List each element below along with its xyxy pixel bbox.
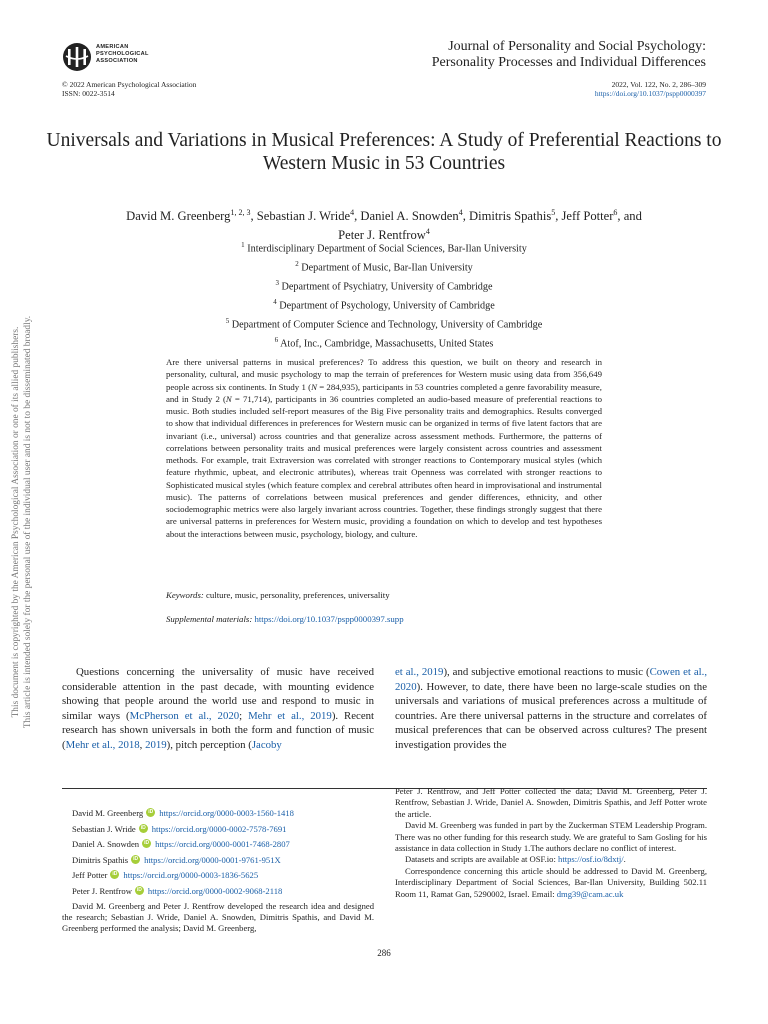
author-name: Jeff Potter xyxy=(561,209,614,224)
citation-link[interactable]: McPherson et al., 2020 xyxy=(129,709,240,722)
keywords-text: culture, music, personality, preferences, universality xyxy=(203,590,390,600)
orcid-entry: Jeff PotteriD https://orcid.org/0000-0003-1836-5625 xyxy=(62,868,374,884)
footnotes-left xyxy=(62,806,374,935)
volume-info xyxy=(595,80,706,98)
citation-link[interactable]: 2019 xyxy=(145,738,167,751)
orcid-icon xyxy=(142,839,151,848)
author-name: Sebastian J. Wride xyxy=(256,209,351,224)
supplemental-link[interactable]: https://doi.org/10.1037/pspp0000397.supp xyxy=(254,614,404,624)
affiliation-list xyxy=(40,238,728,352)
orcid-icon xyxy=(146,808,155,817)
supplemental-materials xyxy=(166,613,602,625)
data-availability: Datasets and scripts are available at OSF.io: https://osf.io/8dxtj/. xyxy=(405,854,626,865)
copyright-info xyxy=(62,80,196,98)
apa-logo-icon xyxy=(62,42,92,72)
footnotes-right xyxy=(395,786,707,900)
apa-logo-text: AMERICAN PSYCHOLOGICAL ASSOCIATION xyxy=(96,44,149,64)
author-name: David M. Greenberg xyxy=(126,209,231,224)
affiliation: $^5$ Department of Computer Science and Technology, University of Cambridge xyxy=(225,316,543,331)
orcid-entry: Daniel A. SnowdeniD https://orcid.org/0000-0001-7468-2807 xyxy=(62,837,374,853)
affiliation: $^1$ Interdisciplinary Department of Social Sciences, Bar-Ilan University xyxy=(241,241,527,255)
issn-line: ISSN: 0022-3514 xyxy=(62,89,115,98)
orcid-link[interactable]: https://orcid.org/0000-0003-1836-5625 xyxy=(123,870,259,881)
orcid-icon xyxy=(131,855,140,864)
citation-link[interactable]: et al., 2019 xyxy=(395,666,444,678)
citation-link[interactable]: Cowen et al., 2020 xyxy=(395,666,708,693)
body-column-left: Questions concerning the universality of music have received considerable attention in the past decade, with mounting evidence showing that people around the world use and respond to music in similar ways (McPherson et al., 2020; Mehr et al., 2019). Recent research has shown universals in both the form and function of music (Mehr et al., 2018, 2019), pitch perception (Jacoby xyxy=(62,666,375,751)
orcid-link[interactable]: https://orcid.org/0000-0002-9068-2118 xyxy=(147,885,283,896)
abstract: Are there universal patterns in musical preferences? To address this question, we built on theory and research in personality, cultural, and music psychology to map the terrain of preferences for Western music using data from 356,649 people across six continents. In Study 1 (N = 284,935), participants in 53 countries completed a genre favorability measure, and in Study 2 (N = 71,714), participants in 36 countries completed an audio-based measure of preferential reactions to music. Both studies included self-report measures of the Big Five personality traits and demographics. Results converged to show that individual differences in preferences for Western music can be organized in terms of five latent factors that are invariant (i.e., universal) across countries and that generalize across assessment methods. Furthermore, the patterns of correlations between personality traits and musical preferences were largely consistent across countries and assessment methods. For example, trait Extraversion was correlated with stronger reactions to Contemporary musical styles (which feature rhythmic, upbeat, and electronic attributes), whereas trait Openness was correlated with stronger reactions to Sophisticated musical styles (which feature complex and cerebral attributes often heard in improvisational and instrumental music). The patterns of correlations between musical preferences and gender differences, ethnicity, and other sociodemographic metrics were also largely invariant across countries. Together, these findings strongly suggest that there are universal patterns in preferences for Western music, providing a foundation on which to develop and test hypotheses about the interactions between music, psychology, biology, and culture. xyxy=(166,357,603,539)
email-link[interactable]: dmg39@cam.ac.uk xyxy=(556,888,624,899)
volume-line: 2022, Vol. 122, No. 2, 286–309 xyxy=(611,80,706,89)
article-title: Universals and Variations in Musical Preferences: A Study of Preferential Reactions to Western Music in 53 Countries xyxy=(46,130,722,174)
orcid-icon xyxy=(110,870,119,879)
contributions-continued: Peter J. Rentfrow, and Jeff Potter collected the data; David M. Greenberg, Peter J. Rentfrow, Sebastian J. Wride, Daniel A. Snowden, Dimitris Spathis, and Jeff Potter wrote the article. xyxy=(395,786,707,819)
orcid-entry: Sebastian J. WrideiD https://orcid.org/0000-0002-7578-7691 xyxy=(62,822,374,838)
supplemental-label: Supplemental materials: xyxy=(166,614,253,624)
affiliation: $^6$ Atof, Inc., Cambridge, Massachusetts, United States xyxy=(274,335,494,350)
page-number: 286 xyxy=(377,948,391,958)
author-name: Daniel A. Snowden xyxy=(360,209,459,224)
funding-note: David M. Greenberg was funded in part by the Zuckerman STEM Leadership Program. There was no other funding for this research study. We are grateful to Sam Gosling for his assistance in data collection in Study 1.The authors declare no conflict of interest. xyxy=(395,820,707,854)
citation-link[interactable]: Mehr et al., 2018 xyxy=(65,738,140,751)
osf-link[interactable]: https://osf.io/8dxtj/ xyxy=(558,854,624,865)
orcid-icon xyxy=(135,886,144,895)
orcid-entry: Dimitris SpathisiD https://orcid.org/0000-0001-9761-951X xyxy=(62,853,374,869)
doi-link[interactable]: https://doi.org/10.1037/pspp0000397 xyxy=(594,89,706,98)
copyright-line: © 2022 American Psychological Association xyxy=(62,80,197,89)
author-name: Dimitris Spathis xyxy=(469,209,552,224)
correspondence-note: Correspondence concerning this article should be addressed to David M. Greenberg, Interdisciplinary Department of Social Sciences, Bar-Ilan University, Building 502.11 Room 11, Ramat Gan, 5290002, Israel. Email: dmg39@cam.ac.uk xyxy=(395,865,707,899)
keywords xyxy=(166,589,602,601)
author-contributions: David M. Greenberg and Peter J. Rentfrow developed the research idea and designed the research; Sebastian J. Wride, Daniel A. Snowden, Dimitris Spathis, and David M. Greenberg performed the analysis; David M. Greenberg, xyxy=(62,900,374,934)
body-column-right: et al., 2019), and subjective emotional reactions to music (Cowen et al., 2020). However, to date, there have been no large-scale studies on the universals and variations of musical preferences across a multitude of countries. Are there universal patterns in the structure and correlates of musical preferences that can be observed across cultures? The present investigation provides the xyxy=(395,666,708,751)
side-copyright-note: This document is copyrighted by the American Psychological Association or one of its allied publishers. This article is intended solely for the personal use of the individual user and is not to be disseminated broadly. xyxy=(11,315,33,729)
affiliation: $^3$ Department of Psychiatry, University of Cambridge xyxy=(275,278,493,293)
journal-title: Journal of Personality and Social Psychology: Personality Processes and Individual Differences xyxy=(431,39,706,70)
orcid-icon xyxy=(139,824,148,833)
author-name: Peter J. Rentfrow xyxy=(338,228,426,243)
citation-link[interactable]: Jacoby xyxy=(251,738,282,751)
orcid-link[interactable]: https://orcid.org/0000-0002-7578-7691 xyxy=(151,823,287,834)
author-list: David M. Greenberg$^{1, 2, 3}$, Sebastian J. Wride$^4$, Daniel A. Snowden$^4$, Dimitris Spathis$^5$, Jeff Potter$^6$, and Peter J. Rentfrow$^4$ xyxy=(126,208,642,243)
citation-link[interactable]: Mehr et al., 2019 xyxy=(248,709,332,722)
orcid-link[interactable]: https://orcid.org/0000-0001-7468-2807 xyxy=(155,839,290,850)
orcid-link[interactable]: https://orcid.org/0000-0003-1560-1418 xyxy=(159,808,294,818)
affiliation: $^4$ Department of Psychology, University of Cambridge xyxy=(273,297,495,312)
orcid-entry: David M. GreenbergiD https://orcid.org/0000-0003-1560-1418 xyxy=(62,806,374,822)
orcid-entry: Peter J. RentfrowiD https://orcid.org/0000-0002-9068-2118 xyxy=(62,884,374,900)
orcid-link[interactable]: https://orcid.org/0000-0001-9761-951X xyxy=(144,854,281,865)
keywords-label: Keywords: xyxy=(166,590,204,600)
affiliation: $^2$ Department of Music, Bar-Ilan University xyxy=(295,259,473,274)
